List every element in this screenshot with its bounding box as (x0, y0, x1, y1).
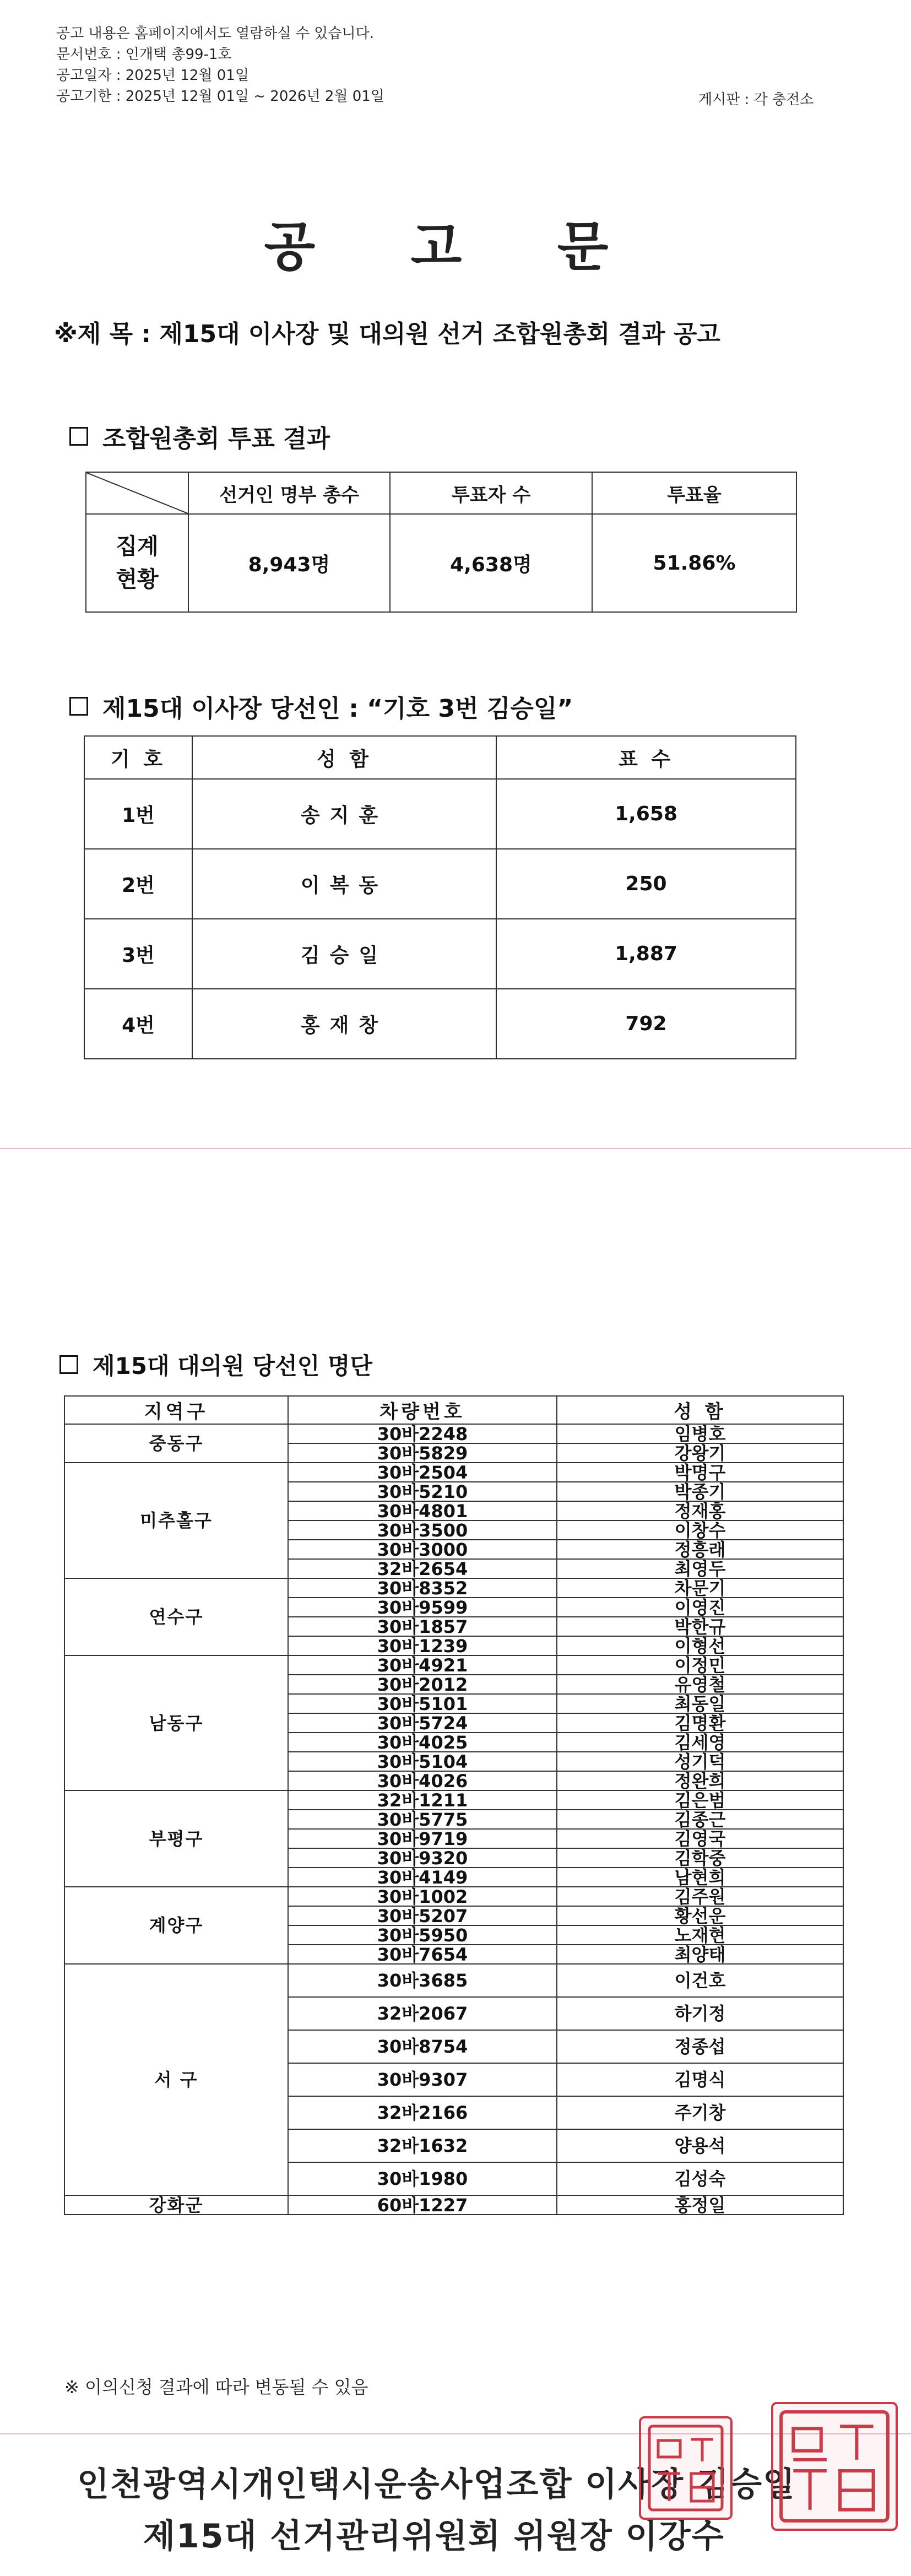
posting-board: 게시판 : 각 충전소 (698, 91, 814, 108)
representative-name-cell: 노재현 (557, 1925, 843, 1945)
representative-name-cell: 황선운 (557, 1906, 843, 1925)
vehicle-number-cell: 32바2654 (288, 1559, 557, 1578)
representative-name-cell: 김명환 (557, 1713, 843, 1733)
representative-name-cell: 홍정일 (557, 2195, 843, 2215)
representative-name-cell: 김영국 (557, 1829, 843, 1848)
doc-number: 문서번호 : 인개택 총99-1호 (56, 46, 232, 63)
column-header: 기 호 (84, 736, 192, 779)
official-seal-stamp (639, 2416, 733, 2520)
vehicle-number-cell: 32바2166 (288, 2096, 557, 2129)
vehicle-number-cell: 30바4801 (288, 1501, 557, 1520)
vehicle-number-cell: 60바1227 (288, 2195, 557, 2215)
total-voters-value: 8,943명 (188, 514, 390, 612)
turnout-value: 51.86% (592, 514, 796, 612)
column-header: 투표율 (592, 472, 796, 514)
candidate-name: 김승일 (192, 919, 496, 989)
vote-section-heading (69, 419, 330, 454)
vehicle-number-cell: 30바4025 (288, 1733, 557, 1752)
notice-period: 공고기한 : 2025년 12월 01일 ~ 2026년 2월 01일 (56, 88, 384, 105)
candidate-name: 이복동 (192, 849, 496, 919)
voter-count-value: 4,638명 (390, 514, 592, 612)
vehicle-number-cell: 30바3000 (288, 1540, 557, 1559)
column-header: 지역구 (64, 1396, 288, 1424)
representative-name-cell: 김학중 (557, 1848, 843, 1868)
table-row (64, 1655, 843, 1675)
vehicle-number-cell: 30바5101 (288, 1694, 557, 1713)
subject-line: ※제 목 : 제15대 이사장 및 대의원 선거 조합원총회 결과 공고 (54, 320, 720, 348)
vehicle-number-cell: 30바2504 (288, 1463, 557, 1482)
checkbox-bullet-icon (69, 697, 88, 716)
table-row (64, 1887, 843, 1906)
vehicle-number-cell: 30바5829 (288, 1443, 557, 1463)
vehicle-number-cell: 30바7654 (288, 1945, 557, 1964)
representative-name-cell: 김성숙 (557, 2162, 843, 2195)
representative-name-cell: 이영진 (557, 1598, 843, 1617)
vehicle-number-cell: 30바5775 (288, 1810, 557, 1829)
vehicle-number-cell: 30바5950 (288, 1925, 557, 1945)
column-header: 선거인 명부 총수 (188, 472, 390, 514)
page-divider (0, 1148, 911, 1149)
vehicle-number-cell: 30바5207 (288, 1906, 557, 1925)
district-cell: 중동구 (64, 1424, 288, 1463)
vehicle-number-cell: 30바5104 (288, 1752, 557, 1771)
vehicle-number-cell: 30바1857 (288, 1617, 557, 1636)
district-cell: 강화군 (64, 2195, 288, 2215)
candidate-votes: 1,658 (496, 779, 796, 849)
table-row (84, 849, 796, 919)
representative-name-cell: 남현희 (557, 1868, 843, 1887)
representative-name-cell: 이정민 (557, 1655, 843, 1675)
vehicle-number-cell: 32바1211 (288, 1790, 557, 1810)
representative-name-cell: 이건호 (557, 1964, 843, 1997)
vehicle-number-cell: 30바9599 (288, 1598, 557, 1617)
checkbox-bullet-icon (59, 1355, 78, 1374)
table-row (64, 2195, 843, 2215)
column-header: 성 함 (192, 736, 496, 779)
checkbox-bullet-icon (69, 427, 88, 446)
page-title: 공 고 문 (264, 216, 647, 278)
representative-name-cell: 최양태 (557, 1945, 843, 1964)
representative-name-cell: 박한규 (557, 1617, 843, 1636)
vehicle-number-cell: 30바3685 (288, 1964, 557, 1997)
candidate-number: 4번 (84, 989, 192, 1059)
vehicle-number-cell: 30바1239 (288, 1636, 557, 1655)
objection-note: ※ 이의신청 결과에 따라 변동될 수 있음 (64, 2377, 368, 2398)
notice-page-1 (0, 0, 911, 1149)
chair-heading-text: 제15대 이사장 당선인 : “기호 3번 김승일” (102, 695, 573, 723)
representative-name-cell: 이창수 (557, 1520, 843, 1540)
table-row (84, 779, 796, 849)
representative-name-cell: 이형선 (557, 1636, 843, 1655)
vehicle-number-cell: 30바9307 (288, 2063, 557, 2096)
representative-name-cell: 차문기 (557, 1578, 843, 1598)
vehicle-number-cell: 30바5724 (288, 1713, 557, 1733)
representative-name-cell: 유영철 (557, 1675, 843, 1694)
column-header: 성 함 (557, 1396, 843, 1424)
table-row (64, 1790, 843, 1810)
candidate-name: 송지훈 (192, 779, 496, 849)
representative-table-body (64, 1424, 843, 2215)
representative-name-cell: 정완희 (557, 1771, 843, 1790)
chair-section-heading (69, 689, 573, 724)
rep-section-heading (59, 1348, 372, 1381)
representative-name-cell: 하기정 (557, 1997, 843, 2030)
notice-line: 공고 내용은 홈페이지에서도 열람하실 수 있습니다. (56, 25, 375, 42)
vehicle-number-cell: 32바2067 (288, 1997, 557, 2030)
representative-table (64, 1395, 844, 2215)
district-cell: 남동구 (64, 1655, 288, 1790)
candidate-number: 3번 (84, 919, 192, 989)
representative-name-cell: 주기창 (557, 2096, 843, 2129)
rep-heading-text: 제15대 대의원 당선인 명단 (93, 1352, 373, 1379)
representative-name-cell: 김세영 (557, 1733, 843, 1752)
table-row (64, 1964, 843, 1997)
header-meta (56, 23, 384, 107)
table-row (64, 1463, 843, 1482)
vehicle-number-cell: 30바8352 (288, 1578, 557, 1598)
vehicle-number-cell: 30바5210 (288, 1482, 557, 1501)
vehicle-number-cell: 30바3500 (288, 1520, 557, 1540)
column-header: 차량번호 (288, 1396, 557, 1424)
representative-name-cell: 최동일 (557, 1694, 843, 1713)
chair-candidate-table (84, 735, 796, 1059)
vehicle-number-cell: 30바9320 (288, 1848, 557, 1868)
vehicle-number-cell: 30바1002 (288, 1887, 557, 1906)
table-row (64, 1578, 843, 1598)
district-cell: 서 구 (64, 1964, 288, 2195)
district-cell: 부평구 (64, 1790, 288, 1887)
representative-name-cell: 박종기 (557, 1482, 843, 1501)
representative-name-cell: 정흥래 (557, 1540, 843, 1559)
vehicle-number-cell: 32바1632 (288, 2129, 557, 2162)
vote-result-table (85, 472, 797, 613)
notice-date: 공고일자 : 2025년 12월 01일 (56, 67, 249, 84)
table-row (64, 1424, 843, 1443)
vehicle-number-cell: 30바4921 (288, 1655, 557, 1675)
vehicle-number-cell: 30바9719 (288, 1829, 557, 1848)
representative-name-cell: 김주원 (557, 1887, 843, 1906)
district-cell: 미추홀구 (64, 1463, 288, 1578)
candidate-number: 2번 (84, 849, 192, 919)
signature-line-chair: 인천광역시개인택시운송사업조합 이사장 김승일 (77, 2465, 796, 2504)
row-label-text: 집계 현황 (116, 534, 159, 592)
representative-name-cell: 강왕기 (557, 1443, 843, 1463)
representative-name-cell: 최영두 (557, 1559, 843, 1578)
vehicle-number-cell: 30바1980 (288, 2162, 557, 2195)
row-label (86, 514, 188, 612)
representative-name-cell: 김명식 (557, 2063, 843, 2096)
candidate-votes: 792 (496, 989, 796, 1059)
vehicle-number-cell: 30바8754 (288, 2030, 557, 2063)
vehicle-number-cell: 30바4026 (288, 1771, 557, 1790)
vehicle-number-cell: 30바4149 (288, 1868, 557, 1887)
district-cell: 계양구 (64, 1887, 288, 1964)
seal-pattern-icon (641, 2418, 730, 2518)
representative-name-cell: 양용석 (557, 2129, 843, 2162)
representative-name-cell: 김은범 (557, 1790, 843, 1810)
vehicle-number-cell: 30바2248 (288, 1424, 557, 1443)
district-cell: 연수구 (64, 1578, 288, 1655)
table-row (84, 919, 796, 989)
candidate-votes: 250 (496, 849, 796, 919)
column-header: 투표자 수 (390, 472, 592, 514)
representative-name-cell: 정재홍 (557, 1501, 843, 1520)
table-row (84, 989, 796, 1059)
representative-name-cell: 박명구 (557, 1463, 843, 1482)
signature-line-committee: 제15대 선거관리위원회 위원장 이강수 (143, 2517, 725, 2556)
representative-name-cell: 정종섭 (557, 2030, 843, 2063)
candidate-number: 1번 (84, 779, 192, 849)
official-seal-stamp (771, 2402, 898, 2531)
representative-name-cell: 성기덕 (557, 1752, 843, 1771)
vehicle-number-cell: 30바2012 (288, 1675, 557, 1694)
seal-pattern-icon (773, 2404, 896, 2529)
column-header: 표 수 (496, 736, 796, 779)
diagonal-header-cell (86, 472, 188, 514)
candidate-votes: 1,887 (496, 919, 796, 989)
candidate-name: 홍재창 (192, 989, 496, 1059)
representative-name-cell: 김종근 (557, 1810, 843, 1829)
representative-name-cell: 임병호 (557, 1424, 843, 1443)
vote-heading-text: 조합원총회 투표 결과 (102, 425, 330, 453)
